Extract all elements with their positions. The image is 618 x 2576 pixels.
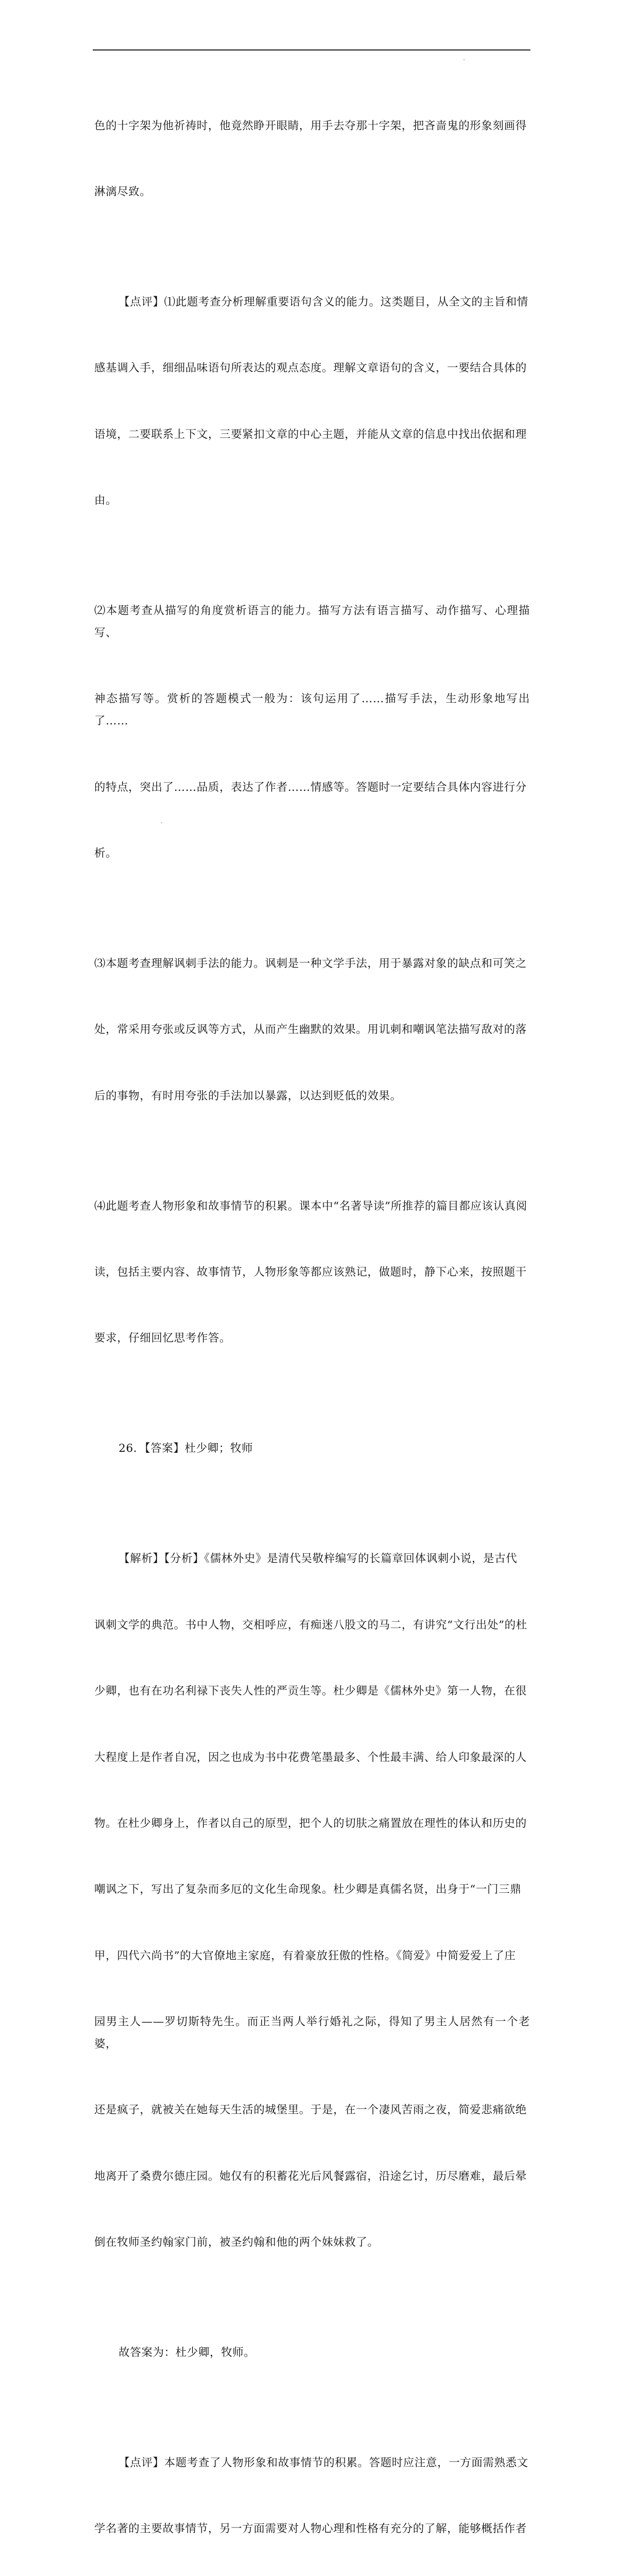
text-line: 析。 xyxy=(94,846,117,860)
answer-heading: 26．【答案】杜少卿；牧师 xyxy=(118,1442,253,1455)
paragraph xyxy=(94,1504,530,2298)
text-line: 地离开了桑费尔德庄园。她仅有的积蓄花光后风餐露宿，沿途乞讨，历尽磨难，最后晕 xyxy=(94,2170,527,2183)
text-line: 倒在牧师圣约翰家门前，被圣约翰和他的两个妹妹救了。 xyxy=(94,2236,379,2249)
text-line: 甲，四代六尚书”的大官僚地主家庭，有着豪放狂傲的性格。《简爱》中简爱爱上了庄 xyxy=(94,1949,516,1962)
text-line: 语境，二要联系上下文，三要紧扣文章的中心主题，并能从文章的信息中找出依据和理 xyxy=(94,428,527,441)
paragraph xyxy=(94,247,530,556)
text-line: 大程度上是作者自况，因之也成为书中花费笔墨最多、个性最丰满、给人印象最深的人 xyxy=(94,1751,527,1764)
text-line: 感基调入手，细细品味语句所表达的观点态度。理解文章语句的含义，一要结合具体的 xyxy=(94,362,527,375)
text-line: 色的十字架为他祈祷时，他竟然睁开眼睛，用手去夺那十字架，把吝啬鬼的形象刻画得 xyxy=(94,119,527,132)
text-line: 嘲讽之下，写出了复杂而多厄的文化生命现象。杜少卿是真儒名贤，出身于“一门三鼎 xyxy=(94,1883,522,1896)
text-line: 处，常采用夸张或反讽等方式，从而产生幽默的效果。用讥刺和嘲讽笔法描写敌对的落 xyxy=(94,1023,527,1037)
paragraph xyxy=(94,2408,530,2576)
header-rule xyxy=(93,49,530,50)
paragraph xyxy=(94,1151,530,1394)
text-line: 要求，仔细回忆思考作答。 xyxy=(94,1332,231,1345)
text-line: 园男主人——罗切斯特先生。而正当两人举行婚礼之际，得知了男主人居然有一个老婆， xyxy=(94,2015,530,2050)
text-line: ⑶本题考查理解讽刺手法的能力。讽刺是一种文学手法，用于暴露对象的缺点和可笑之 xyxy=(94,957,527,970)
paragraph xyxy=(94,2298,530,2408)
text-line: 【点评】⑴此题考查分析理解重要语句含义的能力。这类题目，从全文的主旨和情 xyxy=(118,295,528,309)
text-line: 物。在杜少卿身上，作者以自己的原型，把个人的切肤之痛置放在理性的体认和历史的 xyxy=(94,1817,527,1830)
text-line: 【解析】【分析】《儒林外史》是清代吴敬梓编写的长篇章回体讽刺小说，是古代 xyxy=(118,1552,518,1566)
text-line: 还是疯子，就被关在她每天生活的城堡里。于是，在一个凄风苦雨之夜，简爱悲痛欲绝 xyxy=(94,2104,527,2117)
paragraph xyxy=(94,1394,530,1504)
page-mark-dot xyxy=(161,822,162,823)
text-line: ⑷此题考查人物形象和故事情节的积累。课本中“名著导读”所推荐的篇目都应该认真阅 xyxy=(94,1199,527,1213)
text-line: 讽刺文学的典范。书中人物，交相呼应，有痴迷八股文的马二，有讲究“文行出处”的杜 xyxy=(94,1618,527,1632)
text-line: 神态描写等。赏析的答题模式一般为：该句运用了……描写手法，生动形象地写出了…… xyxy=(94,692,530,728)
text-line: 后的事物，有时用夸张的手法加以暴露，以达到贬低的效果。 xyxy=(94,1089,402,1103)
text-line: ⑵本题考查从描写的角度赏析语言的能力。描写方法有语言描写、动作描写、心理描写、 xyxy=(94,604,530,639)
text-line: 读，包括主要内容、故事情节，人物形象等都应该熟记，做题时，静下心来，按照题干 xyxy=(94,1266,527,1279)
text-line: 的特点，突出了……品质，表达了作者……情感等。答题时一定要结合具体内容进行分 xyxy=(94,781,527,794)
page-mark-dot xyxy=(464,59,465,60)
paragraph xyxy=(94,71,530,247)
page-body xyxy=(94,71,530,2576)
text-line: 故答案为：杜少卿，牧师。 xyxy=(118,2346,255,2360)
paragraph xyxy=(94,556,530,909)
text-line: 由。 xyxy=(94,494,117,507)
text-line: 【点评】本题考查了人物形象和故事情节的积累。答题时应注意，一方面需熟悉文 xyxy=(118,2456,528,2470)
text-line: 学名著的主要故事情节，另一方面需要对人物心理和性格有充分的了解，能够概括作者 xyxy=(94,2522,527,2536)
text-line: 少卿，也有在功名利禄下丧失人性的严贡生等。杜少卿是《儒林外史》第一人物，在很 xyxy=(94,1685,527,1698)
paragraph xyxy=(94,909,530,1151)
text-line: 淋漓尽致。 xyxy=(94,185,151,198)
